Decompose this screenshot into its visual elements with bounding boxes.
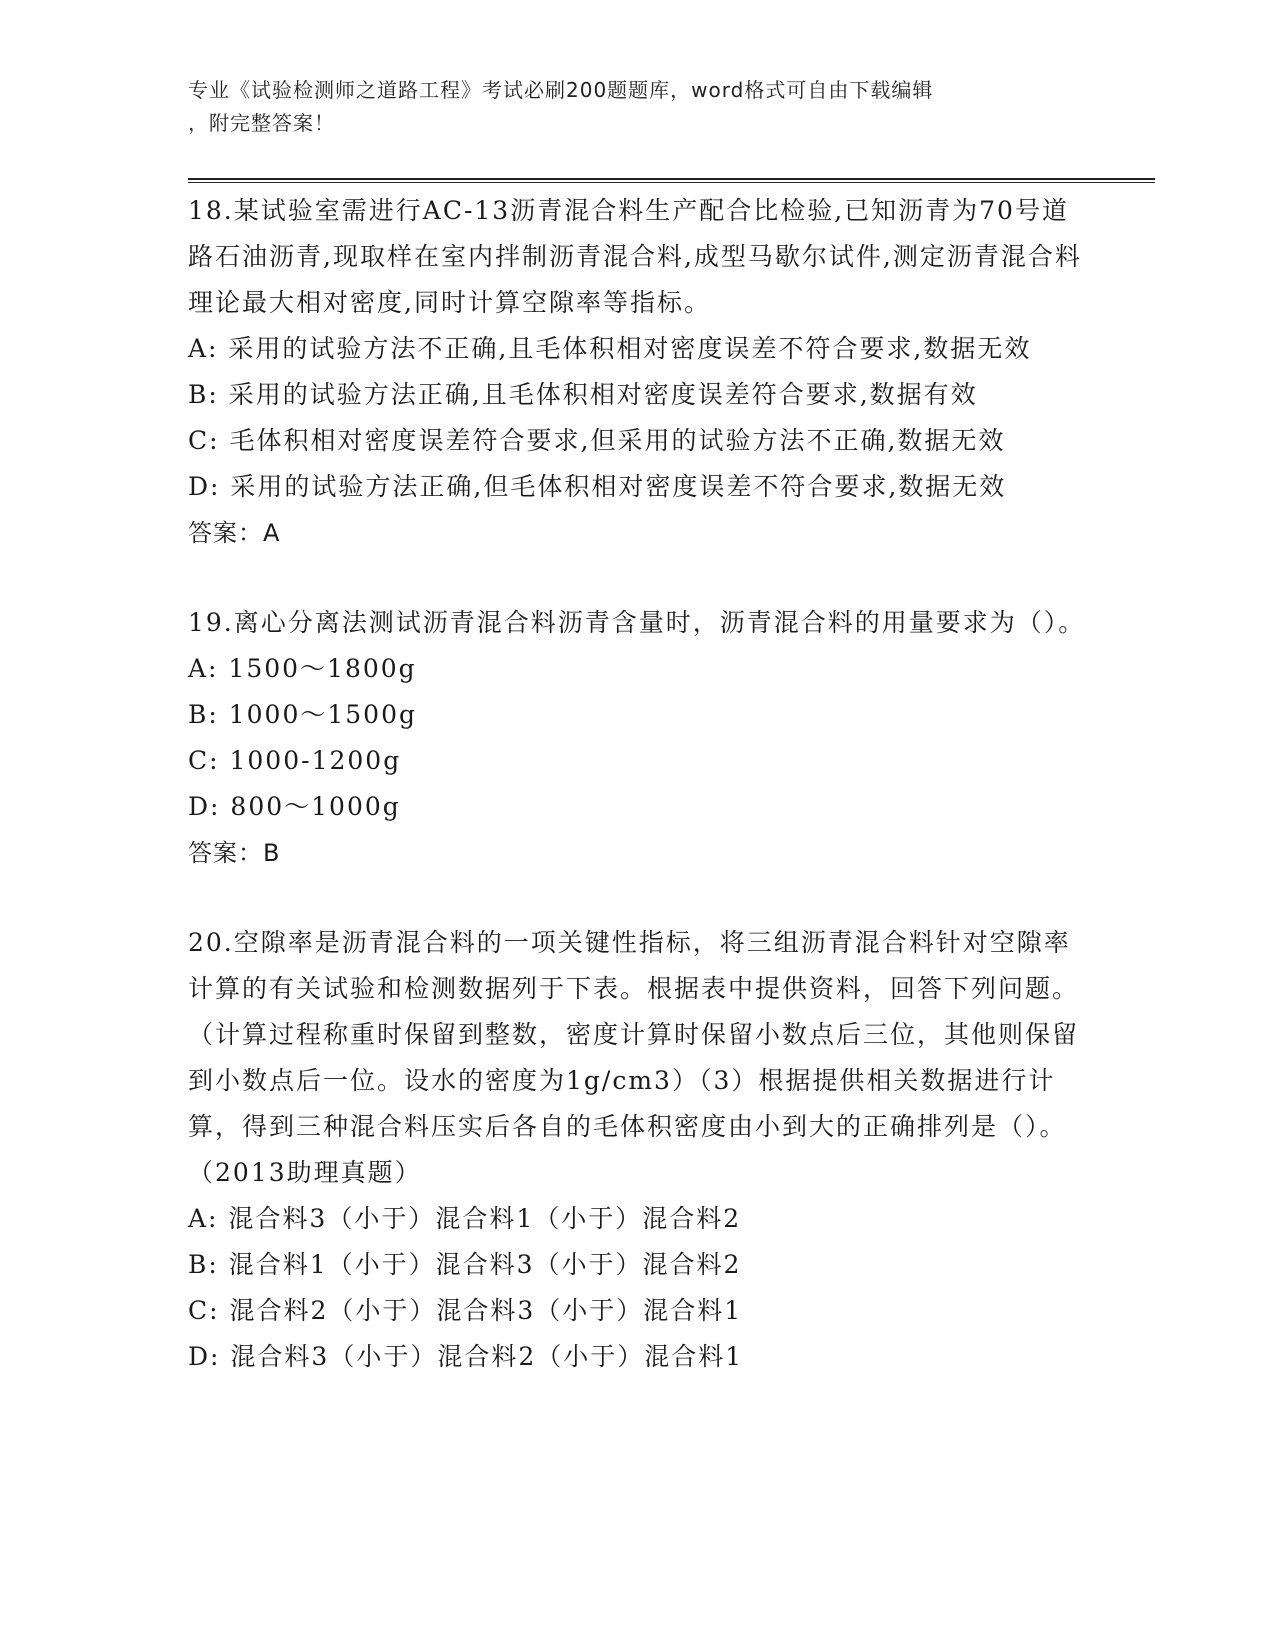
question-20: [188, 920, 1088, 1380]
question-19: [188, 600, 1088, 876]
question-text: 19.离心分离法测试沥青混合料沥青含量时，沥青混合料的用量要求为（）。: [188, 608, 1086, 637]
option-a: A: 采用的试验方法不正确,且毛体积相对密度误差不符合要求,数据无效: [188, 334, 1032, 363]
option-c: C: 毛体积相对密度误差符合要求,但采用的试验方法不正确,数据无效: [188, 426, 1006, 455]
answer: 答案：B: [188, 839, 281, 867]
questions-body: [188, 188, 1088, 1380]
option-b: B: 混合料1（小于）混合料3（小于）混合料2: [188, 1250, 742, 1279]
spacer: [188, 556, 1088, 600]
option-d: D: 采用的试验方法正确,但毛体积相对密度误差不符合要求,数据无效: [188, 472, 1007, 501]
option-b: B: 1000～1500g: [188, 700, 417, 729]
option-c: C: 1000-1200g: [188, 746, 402, 775]
option-c: C: 混合料2（小于）混合料3（小于）混合料1: [188, 1296, 743, 1325]
header-title-line2: ，附完整答案！: [188, 111, 335, 135]
question-text: 18.某试验室需进行AC-13沥青混合料生产配合比检验,已知沥青为70号道路石油沥青,现取样在室内拌制沥青混合料,成型马歇尔试件,测定沥青混合料理论最大相对密度,同时计算空隙率等指标。: [188, 196, 1082, 317]
option-a: A: 1500～1800g: [188, 654, 417, 683]
option-b: B: 采用的试验方法正确,且毛体积相对密度误差符合要求,数据有效: [188, 380, 978, 409]
option-d: D: 800～1000g: [188, 792, 401, 821]
answer: 答案：A: [188, 519, 281, 547]
option-a: A: 混合料3（小于）混合料1（小于）混合料2: [188, 1204, 742, 1233]
question-18: [188, 188, 1088, 556]
question-text: 20.空隙率是沥青混合料的一项关键性指标，将三组沥青混合料针对空隙率计算的有关试验和检测数据列于下表。根据表中提供资料，回答下列问题。（计算过程称重时保留到整数，密度计算时保留小数点后三位，其他则保留到小数点后一位。设水的密度为1g/cm3）（3）根据提供相关数据进行计算，得到三种混合料压实后各自的毛体积密度由小到大的正确排列是（）。（2013助理真题）: [188, 928, 1080, 1187]
header-title-line1: 专业《试验检测师之道路工程》考试必刷200题题库，word格式可自由下载编辑: [188, 78, 934, 102]
header-divider: [188, 178, 1155, 183]
document-header: [188, 74, 1068, 140]
option-d: D: 混合料3（小于）混合料2（小于）混合料1: [188, 1342, 744, 1371]
spacer: [188, 876, 1088, 920]
